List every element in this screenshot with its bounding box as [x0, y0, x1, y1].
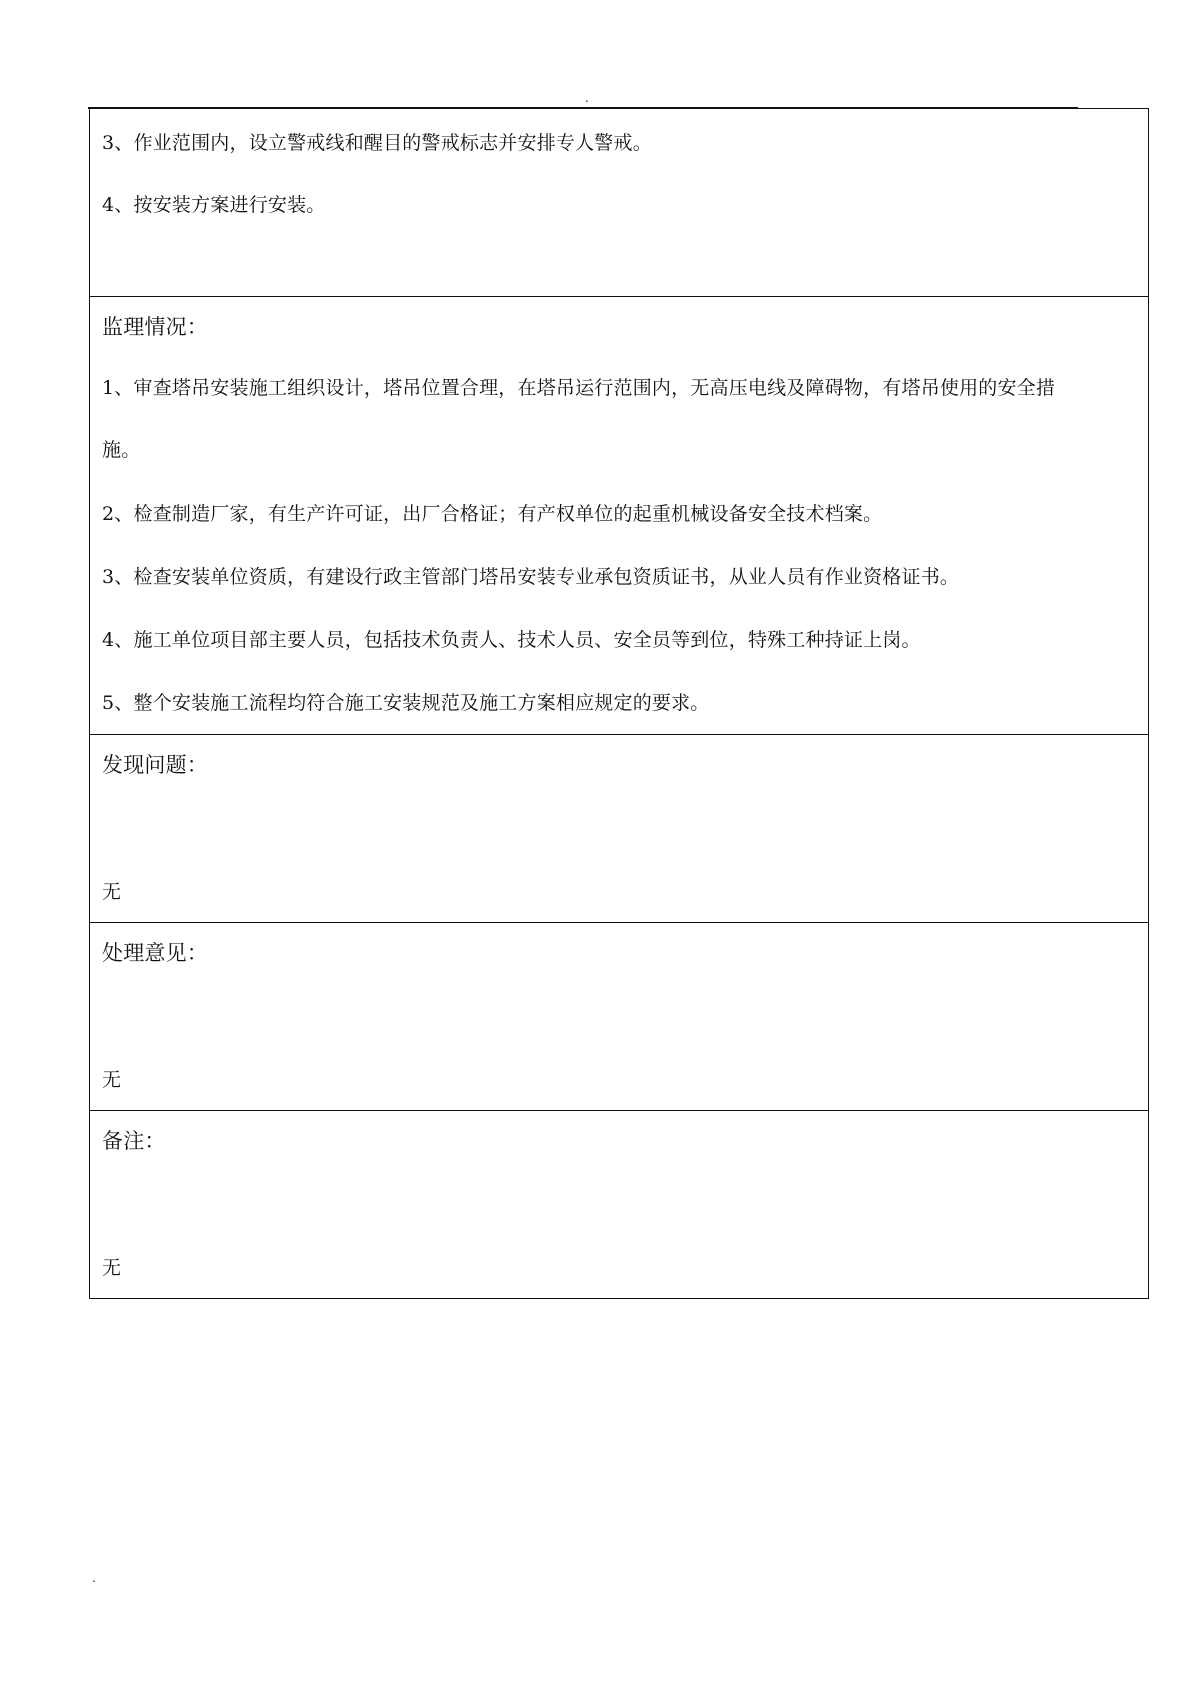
supervision-line-4: 4、施工单位项目部主要人员，包括技术负责人、技术人员、安全员等到位，特殊工种持证上岗。 [102, 629, 921, 651]
report-table [89, 108, 1149, 1299]
continuation-line-3: 3、作业范围内，设立警戒线和醒目的警戒标志并安排专人警戒。 [102, 132, 652, 154]
section-handling [90, 922, 1148, 1110]
supervision-line-5: 5、整个安装施工流程均符合施工安装规范及施工方案相应规定的要求。 [102, 692, 710, 714]
supervision-line-3: 3、检查安装单位资质，有建设行政主管部门塔吊安装专业承包资质证书，从业人员有作业资格证书。 [102, 566, 960, 588]
supervision-line-1: 1、审查塔吊安装施工组织设计，塔吊位置合理，在塔吊运行范围内，无高压电线及障碍物，有塔吊使用的安全措 [102, 377, 1056, 399]
section-remarks [90, 1110, 1148, 1298]
remarks-title: 备注： [102, 1129, 166, 1153]
handling-value: 无 [102, 1069, 122, 1091]
problems-value: 无 [102, 881, 122, 903]
section-supervision [90, 296, 1148, 734]
footer-dot: . [92, 1571, 96, 1585]
remarks-value: 无 [102, 1257, 122, 1279]
section-problems [90, 734, 1148, 922]
section-continuation [90, 109, 1148, 296]
handling-title: 处理意见： [102, 941, 208, 965]
supervision-line-1-cont: 施。 [102, 439, 141, 461]
problems-title: 发现问题： [102, 753, 208, 777]
supervision-line-2: 2、检查制造厂家，有生产许可证，出厂合格证；有产权单位的起重机械设备安全技术档案。 [102, 503, 883, 525]
header-dot: . [585, 91, 589, 105]
continuation-line-4: 4、按安装方案进行安装。 [102, 194, 326, 216]
supervision-title: 监理情况： [102, 315, 208, 339]
